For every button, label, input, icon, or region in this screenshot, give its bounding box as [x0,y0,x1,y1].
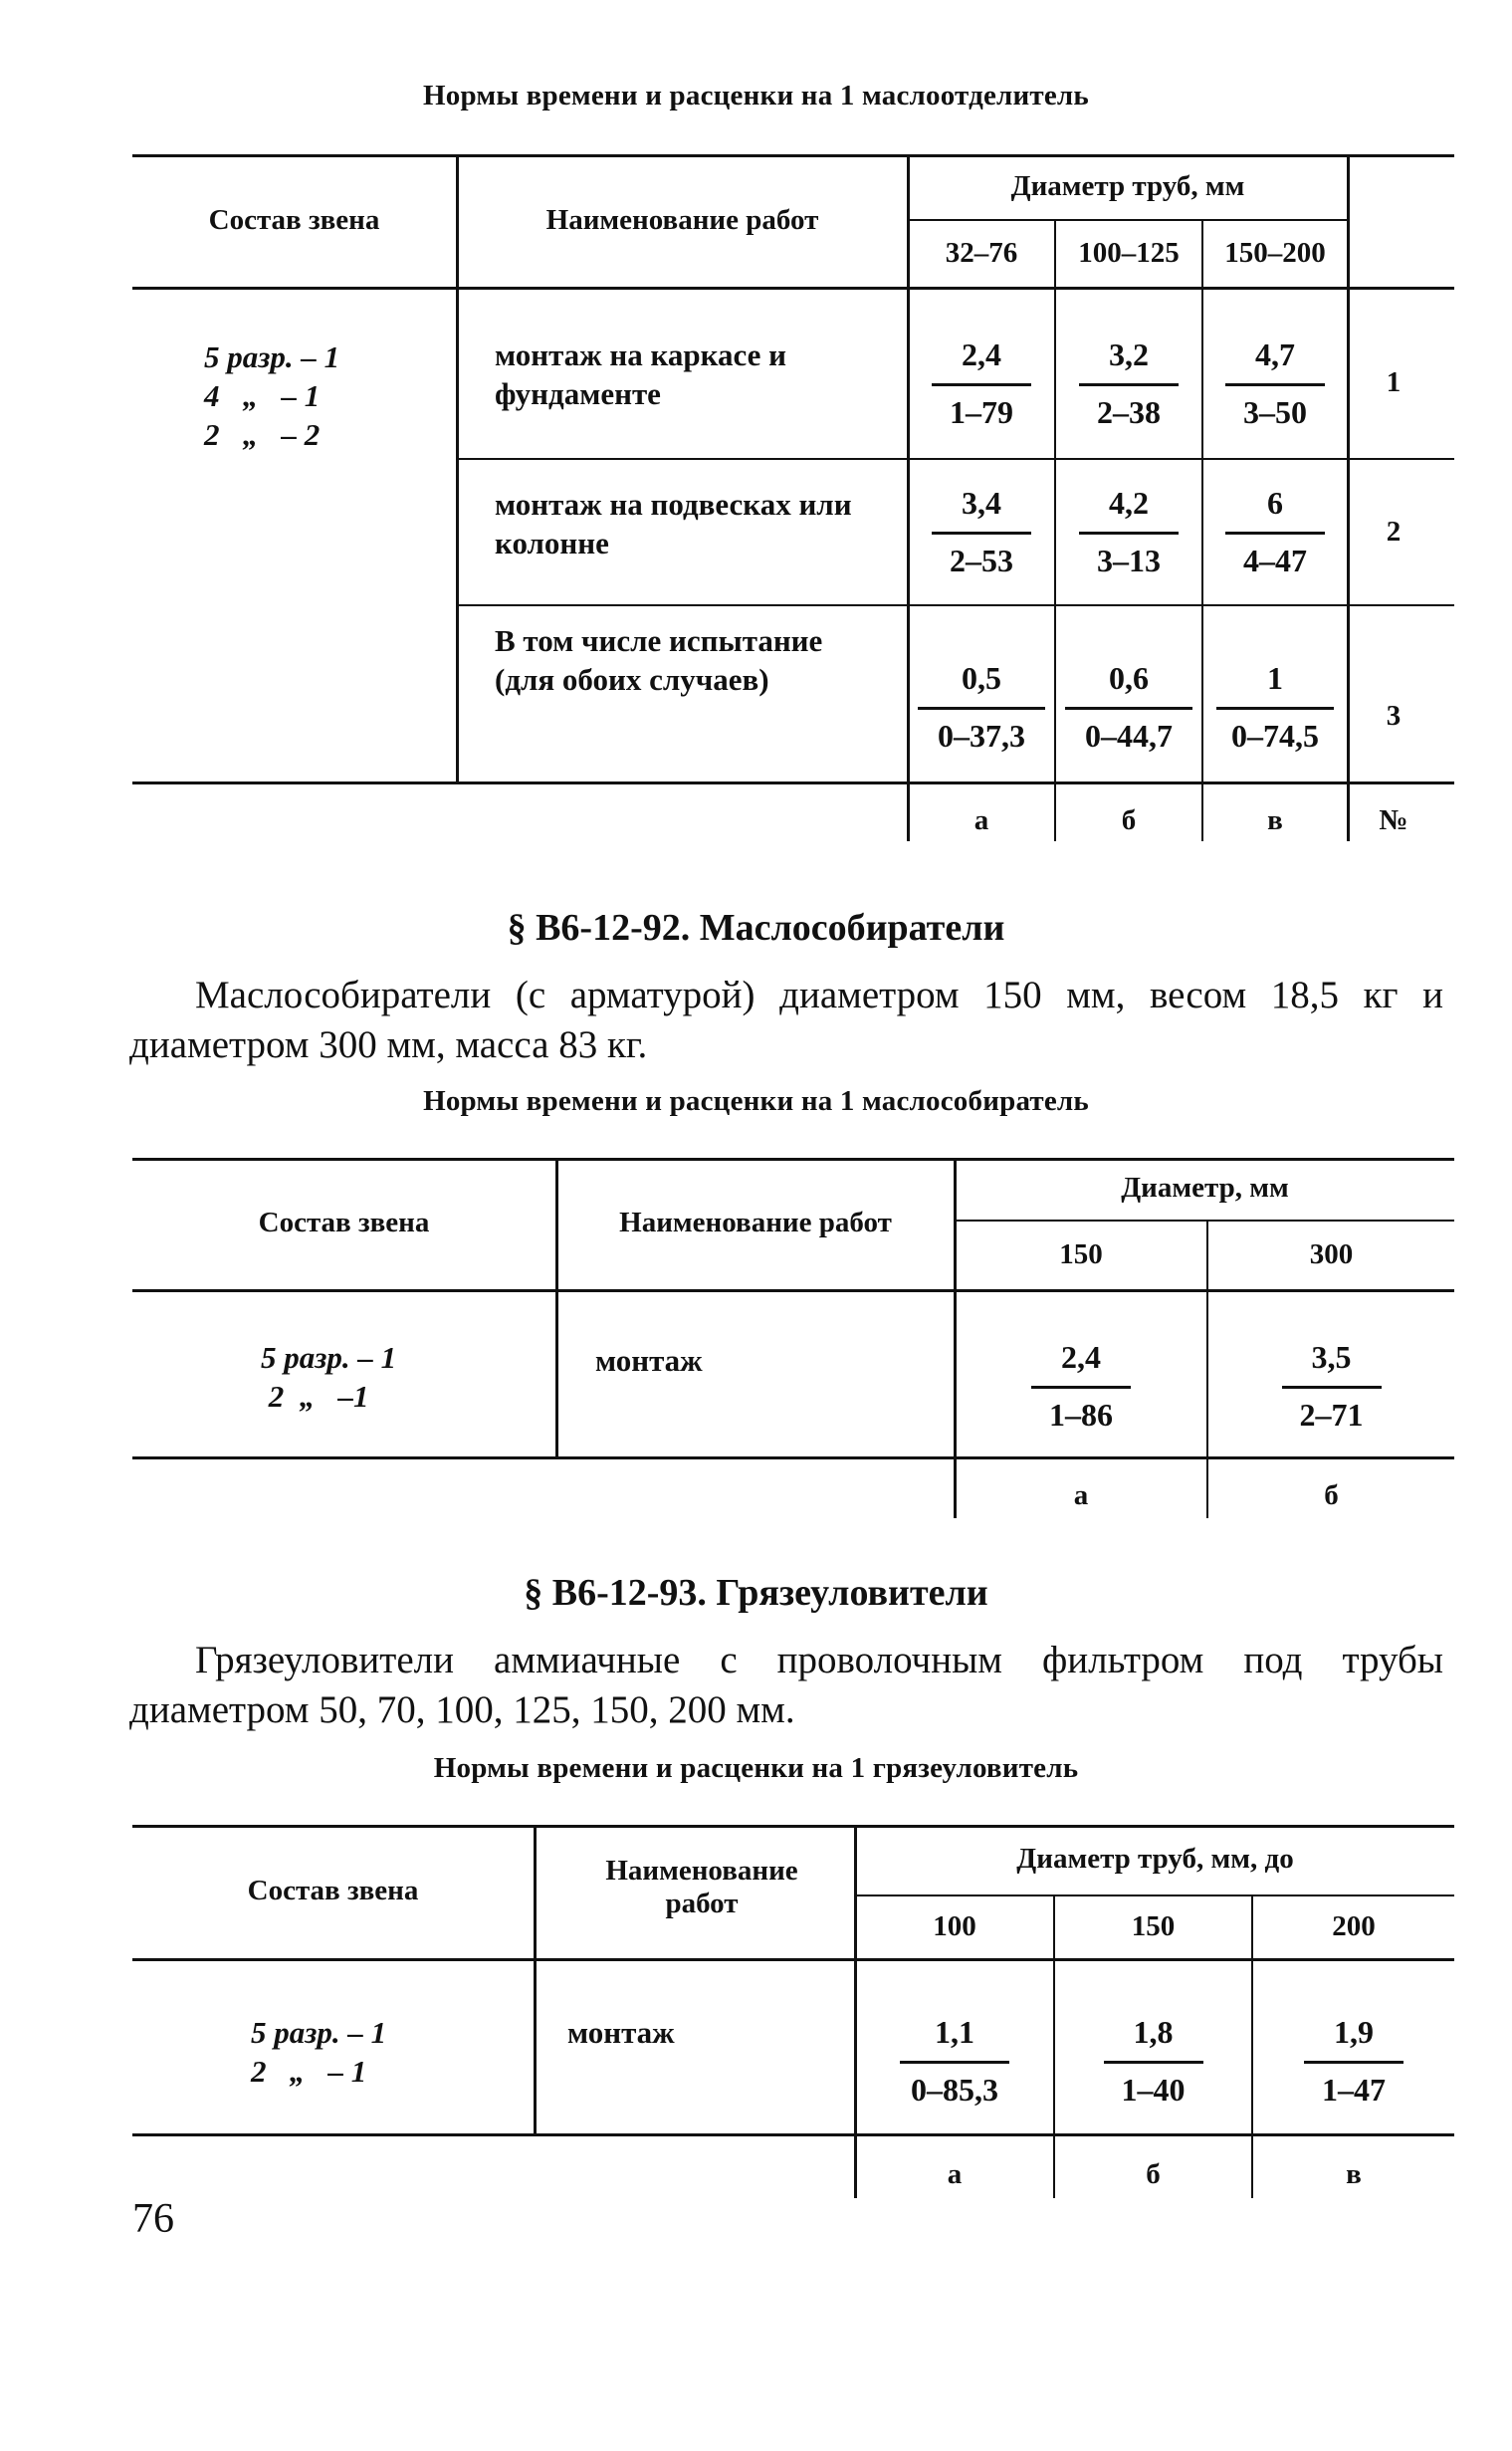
table2-header-diam: Диаметр, мм [1121,1172,1289,1205]
table3-header-col: 200 [1332,1910,1376,1943]
table1-bottom-rule [132,781,1454,784]
table2-row-work: монтаж [595,1343,703,1378]
table1-header-col: 100–125 [1078,237,1180,270]
table3-header-work: Наименование работ [605,1854,798,1919]
table3-header-diam: Диаметр труб, мм, до [1016,1843,1294,1876]
table3-header-rule [132,1958,1454,1961]
table2-header-col: 150 [1059,1238,1103,1271]
table1-value: 3,2 2–38 [1056,336,1201,431]
table1-value: 4,2 3–13 [1056,485,1201,579]
table2-col-letter: б [1324,1479,1339,1511]
table1-row-work: монтаж на каркасе и фундаменте [495,337,787,411]
table2-caption: Нормы времени и расценки на 1 маслособиратель [423,1085,1089,1117]
table2-header-rule [132,1289,1454,1292]
table1-header-col: 150–200 [1224,237,1326,270]
section-title: § В6-12-92. Маслособиратели [507,907,1005,949]
table3-header-col: 150 [1131,1910,1176,1943]
table2-bottom-rule [132,1456,1454,1459]
table1-row2-rule [458,604,1454,606]
table1-value: 3,4 2–53 [909,485,1054,579]
table1-caption: Нормы времени и расценки на 1 маслоотделитель [423,80,1089,111]
table3-vline [534,1825,537,2135]
table3-bottom-rule [132,2133,1454,2136]
table1-header-diam: Диаметр труб, мм [1010,169,1245,202]
table3-col-letter: а [947,2158,963,2190]
table1-row-number: 1 [1386,366,1402,399]
table1-row-number: 3 [1386,700,1402,733]
section-paragraph: Грязеуловители аммиачные с проволочным фильтром под трубы диаметром 50, 70, 100, 125, 150, 200 мм. [129,1639,1443,1731]
table1-value: 6 4–47 [1203,485,1347,579]
table2-header-work: Наименование работ [619,1207,892,1239]
table3-value: 1,9 1–47 [1253,2014,1454,2109]
table2-value: 2,4 1–86 [956,1339,1206,1434]
table1-header-col: 32–76 [945,237,1018,270]
section-paragraph: Маслособиратели (с арматурой) диаметром 150 мм, весом 18,5 кг и диаметром 300 мм, масса 83 кг. [129,974,1443,1066]
table1-header-rule [132,287,1454,290]
table1-value: 2,4 1–79 [909,336,1054,431]
table1-value: 0,6 0–44,7 [1056,660,1201,755]
table2-col-letter: а [1073,1479,1089,1511]
table1-header-sostav: Состав звена [208,203,380,236]
table1-row-work: В том числе испытание (для обоих случаев) [495,623,823,697]
table2-value: 3,5 2–71 [1208,1339,1454,1434]
table1-col-letter: б [1121,804,1137,836]
table1-col-letter: в [1267,804,1283,836]
table1-row-number: 2 [1386,516,1402,549]
table3-value: 1,1 0–85,3 [856,2014,1053,2109]
table3-row-work: монтаж [567,2015,675,2050]
table1-row-work: монтаж на подвесках или колонне [495,487,852,560]
table1-value: 0,5 0–37,3 [909,660,1054,755]
table1-value: 1 0–74,5 [1203,660,1347,755]
table1-col-letter: а [973,804,989,836]
table3-value: 1,8 1–40 [1055,2014,1251,2109]
table2-sostav: 5 разр. – 1 2 „ –1 [261,1340,397,1414]
section-title: § В6-12-93. Грязеуловители [524,1572,988,1614]
table1-no-label: № [1379,804,1408,836]
table2-header-sostav: Состав звена [258,1207,430,1239]
table3-header-col: 100 [933,1910,976,1943]
table2-header-col: 300 [1309,1238,1354,1271]
table1-sostav: 5 разр. – 1 4 „ – 1 2 „ – 2 [204,339,340,452]
table3-sostav: 5 разр. – 1 2 „ – 1 [251,2015,387,2089]
table3-caption: Нормы времени и расценки на 1 грязеуловитель [433,1752,1079,1784]
table1-header-work: Наименование работ [545,203,819,236]
table1-row1-rule [458,458,1454,460]
table3-col-letter: в [1346,2158,1362,2190]
table3-header-sostav: Состав звена [247,1875,419,1907]
page-number: 76 [132,2196,174,2242]
table3-col-letter: б [1146,2158,1161,2190]
table1-value: 4,7 3–50 [1203,336,1347,431]
